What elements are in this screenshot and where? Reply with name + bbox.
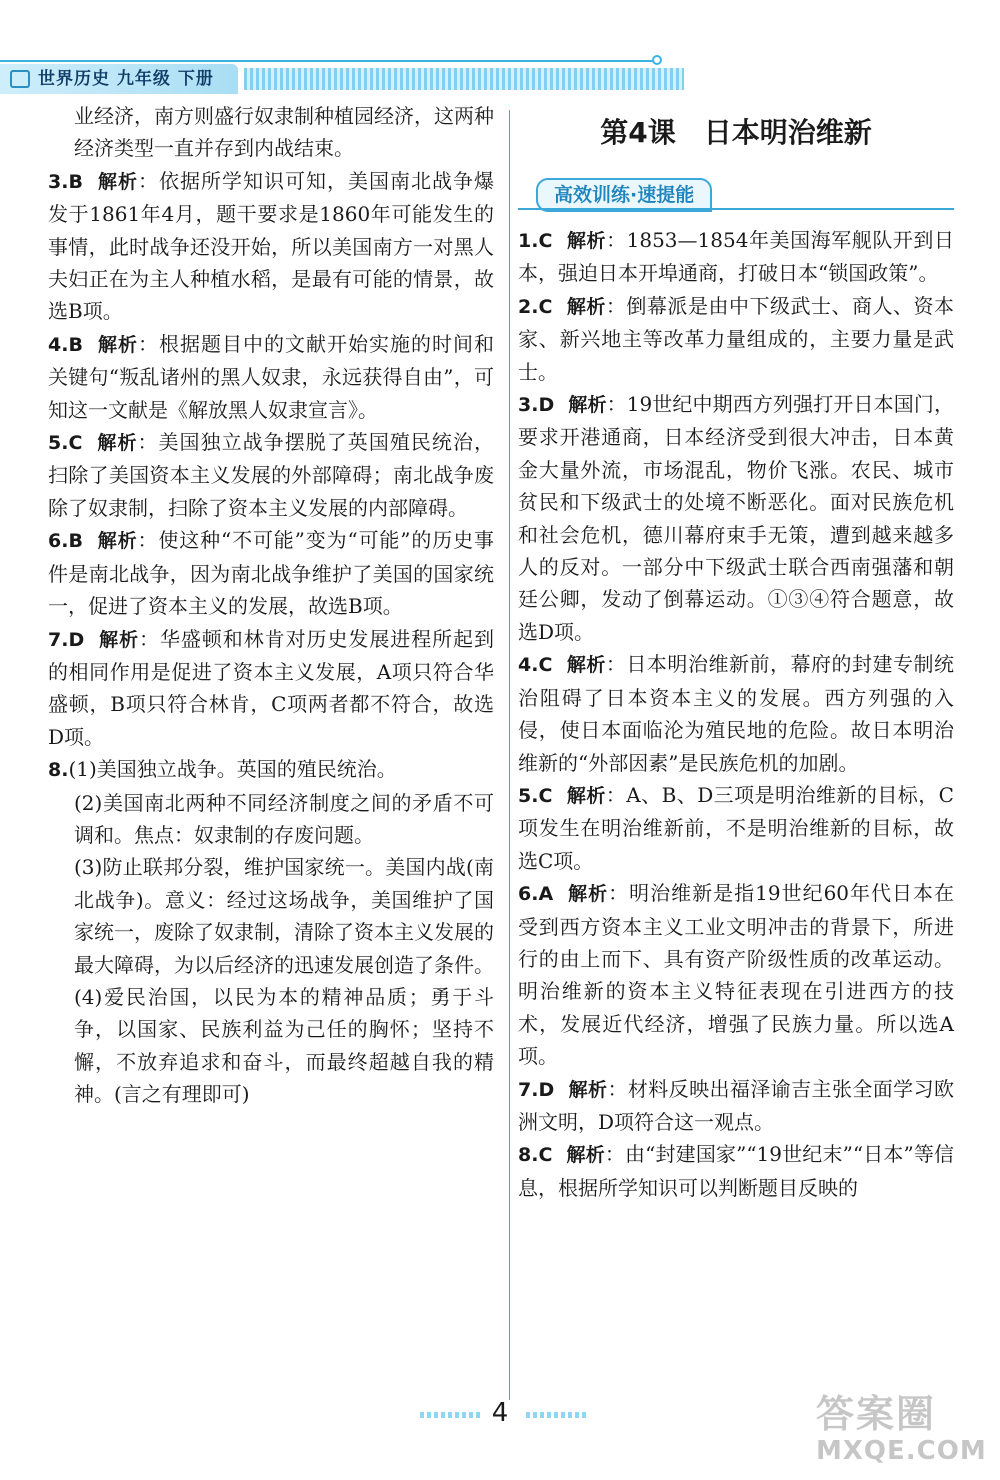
analysis-label: 解析 <box>566 295 606 318</box>
analysis-text: ：根据题目中的文献开始实施的时间和关键句“叛乱诸州的黑人奴隶，永远获得自由”，可知这一文献是《解放黑人奴隶宣言》。 <box>48 331 494 422</box>
analysis-text: ：1853—1854年美国海军舰队开到日本，强迫日本开埠通商，打破日本“锁国政策”。 <box>518 228 954 286</box>
answer-item <box>48 524 494 622</box>
question-number: 4. <box>518 654 539 677</box>
analysis-label: 解析 <box>566 784 606 807</box>
question-number: 1. <box>518 230 539 252</box>
analysis-text: ：明治维新是指19世纪60年代日本在受到西方资本主义工业文明冲击的背景下，所进行的由上而下、具有资产阶级性质的改革运动。明治维新的资本主义特征表现在引进西方的技术，发展近代经济，增强了民族力量。所以选A项。 <box>518 881 954 1069</box>
answer-item <box>518 388 954 648</box>
answer-item <box>48 426 494 524</box>
header-rule-end-dot <box>652 55 662 65</box>
answer-item <box>518 224 954 290</box>
footer-decoration-right <box>526 1412 586 1418</box>
analysis-text: ：美国独立战争摆脱了英国殖民统治，扫除了美国资本主义发展的外部障碍；南北战争废除了奴隶制，扫除了资本主义发展的内部障碍。 <box>48 430 494 520</box>
answer-part: (3)防止联邦分裂，维护国家统一。美国内战(南北战争)。意义：经过这场战争，美国维护了国家统一，废除了奴隶制，清除了资本主义发展的最大障碍，为以后经济的迅速发展创造了条件。 <box>74 855 494 977</box>
analysis-text: ：倒幕派是由中下级武士、商人、资本家、新兴地主等改革力量组成的，主要力量是武士。 <box>518 293 954 384</box>
question-number: 3. <box>48 170 69 193</box>
question-number: 8. <box>518 1144 539 1167</box>
analysis-text: ：材料反映出福泽谕吉主张全面学习欧洲文明，D项符合这一观点。 <box>518 1076 954 1134</box>
left-column <box>48 100 494 1111</box>
answer-item <box>518 290 954 388</box>
analysis-text: ：华盛顿和林肯对历史发展进程所起到的相同作用是促进了资本主义发展，A项只符合华盛顿，B项只符合林肯，C项两者都不符合，故选D项。 <box>48 626 494 749</box>
analysis-label: 解析 <box>568 1078 608 1101</box>
question-number: 4. <box>48 333 69 356</box>
analysis-label: 解析 <box>96 530 138 553</box>
analysis-label: 解析 <box>96 170 138 193</box>
answer-choice: A <box>538 883 554 906</box>
answer-choice: C <box>538 230 553 252</box>
question-number: 5. <box>518 784 539 807</box>
lesson-title: 第4课 日本明治维新 <box>600 116 872 149</box>
answer-choice: C <box>68 432 83 455</box>
section-tag: 高效训练·速提能 <box>536 178 712 212</box>
analysis-text: ：19世纪中期西方列强打开日本国门，要求开港通商，日本经济受到很大冲击，日本黄金大量外流，市场混乱，物价飞涨。农民、城市贫民和下级武士的处境不断恶化。面对民族危机和社会危机，德川幕府束手无策，遭到越来越多人的反对。一部分中下级武士联合西南强藩和朝廷公卿，发动了倒幕运动。①③④符合题意，故选D项。 <box>518 392 954 644</box>
header-rule <box>0 60 660 62</box>
answer-choice: B <box>68 333 83 356</box>
answer-part: (2)美国南北两种不同经济制度之间的矛盾不可调和。焦点：奴隶制的存废问题。 <box>74 790 494 847</box>
answer-choice: B <box>68 530 83 553</box>
answer-item <box>48 165 494 328</box>
answer-choice: B <box>68 170 83 193</box>
answer-choice: C <box>538 654 553 677</box>
analysis-label: 解析 <box>566 654 606 677</box>
column-divider <box>509 110 510 1400</box>
page-number: 4 <box>491 1398 509 1428</box>
answer-choice: C <box>538 1144 553 1167</box>
answer-item <box>518 1073 954 1139</box>
answer-item <box>518 877 954 1072</box>
answer-choice: D <box>538 1078 555 1101</box>
watermark-url: MXQE.COM <box>816 1436 987 1466</box>
analysis-label: 解析 <box>566 230 607 252</box>
section-rule <box>518 208 954 210</box>
answer-item-8 <box>48 753 494 786</box>
question-number: 2. <box>518 295 539 318</box>
analysis-text: ：依据所学知识可知，美国南北战争爆发于1861年4月，题干要求是1860年可能发生的事情，此时战争还没开始，所以美国南方一对黑人夫妇正在为主人种植水稻，是最有可能的情景，故选B项。 <box>48 168 494 324</box>
answer-choice: C <box>538 295 553 318</box>
answer-choice: C <box>538 784 553 807</box>
question-number: 7. <box>518 1078 539 1101</box>
answer-item <box>518 1138 954 1204</box>
answer-item <box>48 328 494 426</box>
analysis-text: ：由“封建国家”“19世纪末”“日本”等信息，根据所学知识可以判断题目反映的 <box>518 1142 954 1200</box>
analysis-text: ：日本明治维新前，幕府的封建专制统治阻碍了日本资本主义的发展。西方列强的入侵，使日本面临沦为殖民地的危险。故日本明治维新的“外部因素”是民族危机的加剧。 <box>518 652 954 775</box>
answer-item <box>48 623 494 754</box>
answer-part: (4)爱民治国，以民为本的精神品质；勇于斗争，以国家、民族利益为己任的胸怀；坚持不懈，不放弃追求和奋斗，而最终超越自我的精神。(言之有理即可) <box>74 984 494 1107</box>
analysis-label: 解析 <box>96 333 138 356</box>
analysis-label: 解析 <box>566 1144 605 1167</box>
answer-choice: D <box>538 394 555 417</box>
analysis-label: 解析 <box>567 883 609 906</box>
answer-item <box>518 648 954 779</box>
analysis-text: ：使这种“不可能”变为“可能”的历史事件是南北战争，因为南北战争维护了美国的国家统一，促进了资本主义的发展，故选B项。 <box>48 528 494 619</box>
footer-decoration-left <box>420 1412 480 1418</box>
question-number: 5. <box>48 432 69 455</box>
answer-choice: D <box>68 628 85 651</box>
analysis-label: 解析 <box>96 432 138 455</box>
watermark-logo <box>816 1392 992 1472</box>
question-number: 7. <box>48 628 69 651</box>
analysis-text: ：A、B、D三项是明治维新的目标，C项发生在明治维新前，不是明治维新的目标，故选C项。 <box>518 782 954 873</box>
analysis-label: 解析 <box>98 628 140 651</box>
analysis-label: 解析 <box>568 394 607 417</box>
watermark-text: 答案圈 <box>816 1392 937 1436</box>
book-icon <box>10 70 30 88</box>
question-number: 6. <box>48 530 69 553</box>
question-number: 8. <box>48 759 69 782</box>
continued-paragraph: 业经济，南方则盛行奴隶制种植园经济，这两种经济类型一直并存到内战结束。 <box>74 104 494 161</box>
header-stripe-decoration <box>244 68 684 90</box>
question-number: 3. <box>518 394 539 417</box>
running-header-title: 世界历史 九年级 下册 <box>38 69 214 89</box>
right-column <box>518 100 954 1204</box>
section-header <box>518 170 954 216</box>
answer-part: (1)美国独立战争。英国的殖民统治。 <box>68 757 397 782</box>
answer-item <box>518 779 954 877</box>
question-number: 6. <box>518 883 539 906</box>
